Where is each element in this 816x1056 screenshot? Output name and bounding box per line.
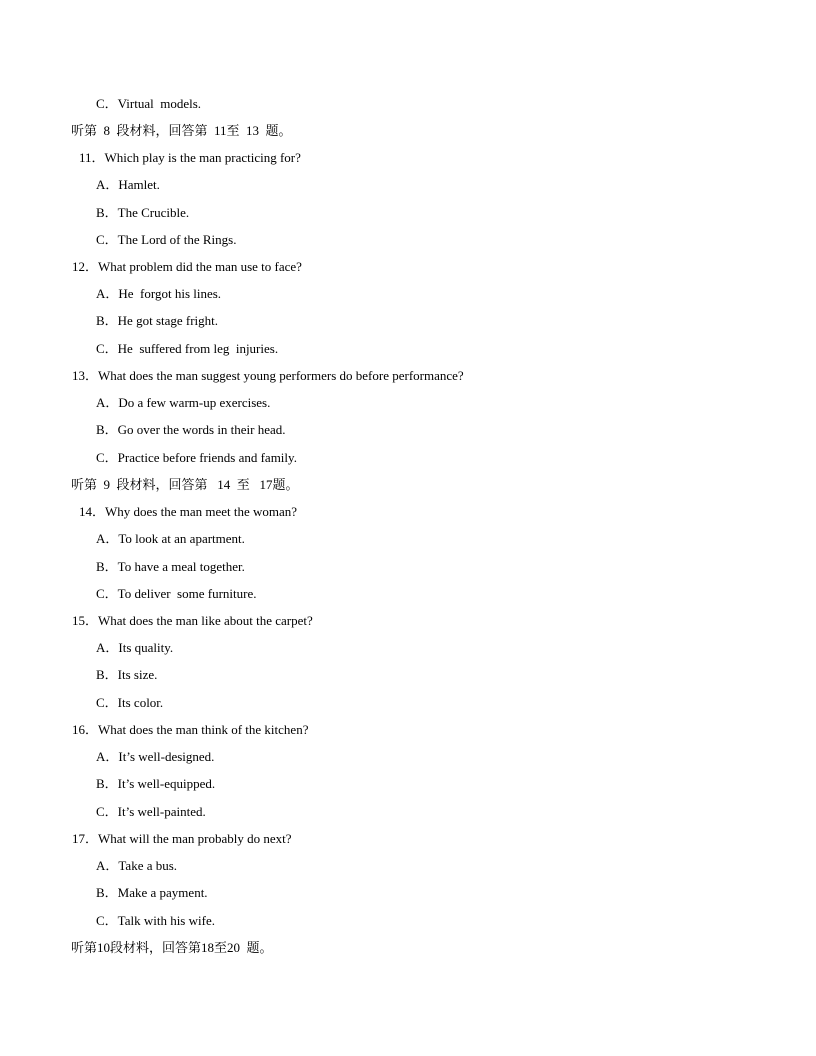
- section-heading-10: 听第10段材料，回答第18至20 题。: [71, 940, 273, 955]
- option-15b: B．Its size.: [96, 667, 158, 682]
- option-16b: B．It’s well-equipped.: [96, 776, 216, 791]
- question-14: 14．Why does the man meet the woman?: [79, 504, 298, 519]
- option-10c: C．Virtual models.: [96, 96, 202, 111]
- option-17a: A．Take a bus.: [96, 858, 178, 873]
- option-11c: C．The Lord of the Rings.: [96, 232, 237, 247]
- option-15c: C．Its color.: [96, 695, 164, 710]
- option-12b: B．He got stage fright.: [96, 313, 219, 328]
- option-12c: C．He suffered from leg injuries.: [96, 341, 279, 356]
- option-11b: B．The Crucible.: [96, 205, 190, 220]
- option-16a: A．It’s well-designed.: [96, 749, 215, 764]
- option-17c: C．Talk with his wife.: [96, 913, 215, 928]
- option-14c: C．To deliver some furniture.: [96, 586, 257, 601]
- option-14b: B．To have a meal together.: [96, 559, 245, 574]
- option-16c: C．It’s well-painted.: [96, 804, 206, 819]
- option-14a: A．To look at an apartment.: [96, 531, 245, 546]
- option-15a: A．Its quality.: [96, 640, 174, 655]
- question-15: 15．What does the man like about the carpet?: [72, 613, 313, 628]
- section-heading-9: 听第 9 段材料，回答第 14 至 17题。: [71, 477, 299, 492]
- option-13c: C．Practice before friends and family.: [96, 450, 297, 465]
- question-13: 13．What does the man suggest young performers do before performance?: [72, 368, 464, 383]
- question-12: 12．What problem did the man use to face?: [72, 259, 302, 274]
- question-17: 17．What will the man probably do next?: [72, 831, 292, 846]
- option-11a: A．Hamlet.: [96, 177, 160, 192]
- option-13a: A．Do a few warm-up exercises.: [96, 395, 271, 410]
- option-17b: B．Make a payment.: [96, 885, 208, 900]
- option-13b: B．Go over the words in their head.: [96, 422, 286, 437]
- question-16: 16．What does the man think of the kitchen?: [72, 722, 309, 737]
- option-12a: A．He forgot his lines.: [96, 286, 222, 301]
- section-heading-8: 听第 8 段材料，回答第 11至 13 题。: [71, 123, 292, 138]
- question-11: 11．Which play is the man practicing for?: [79, 150, 301, 165]
